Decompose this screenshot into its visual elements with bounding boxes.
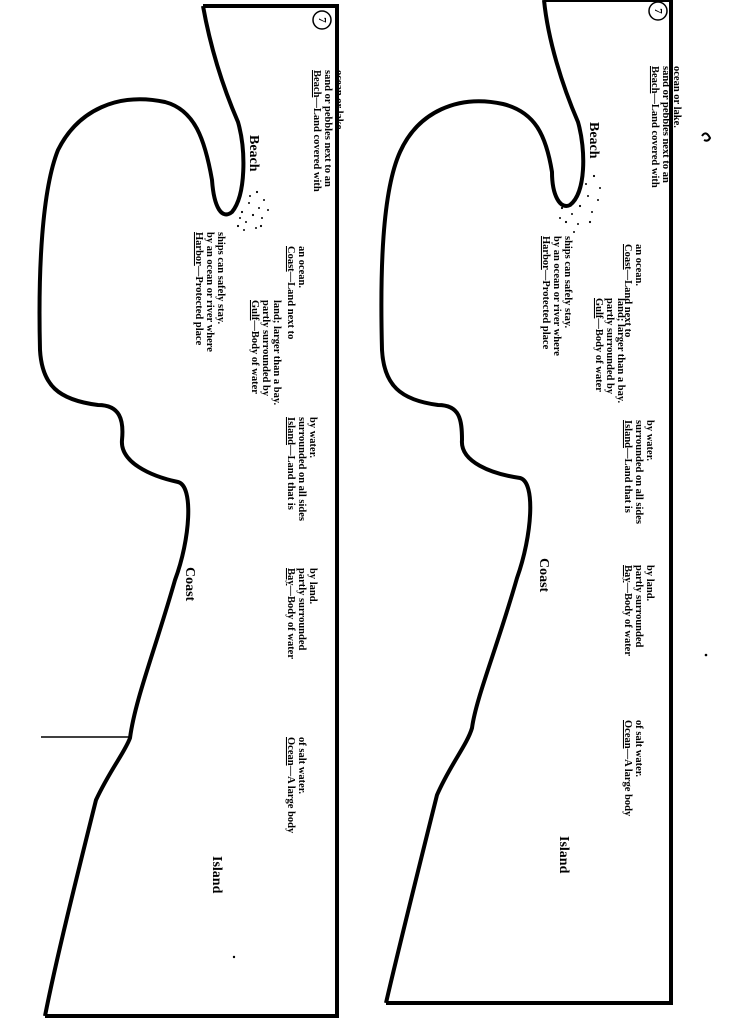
- left-def-beach: Beach—Land covered with sand or pebbles next to an ocean or lake.: [311, 70, 344, 192]
- left-label-coast: Coast: [182, 567, 197, 602]
- left-page-number: 7: [316, 17, 328, 23]
- left-def-harbor: Harbor—Protected place by an ocean or river where ships can safely stay.: [193, 232, 226, 352]
- left-label-island: Island: [209, 856, 224, 894]
- left-label-beach: Beach: [246, 135, 261, 172]
- right-def-bay: Bay—Body of water partly surrounded by land.: [622, 565, 655, 656]
- right-page-number: 7: [652, 8, 664, 14]
- left-def-ocean: Ocean—A large body of salt water.: [285, 737, 307, 834]
- right-coastline: [381, 0, 583, 1003]
- left-def-coast: Coast—Land next to an ocean.: [285, 246, 307, 340]
- stray-mark: [702, 133, 710, 140]
- left-def-island: Island—Land that is surrounded on all sides by water.: [285, 417, 318, 521]
- right-def-beach: Beach—Land covered with sand or pebbles next to an ocean or lake.: [649, 66, 682, 188]
- left-panel: [40, 6, 344, 1016]
- right-def-coast: Coast—Land next to an ocean.: [622, 244, 644, 338]
- right-label-beach: Beach: [586, 122, 601, 159]
- right-def-island: Island—Land that is surrounded on all sides by water.: [622, 420, 655, 524]
- left-def-gulf: Gulf—Body of water partly surrounded by land; larger than a bay.: [249, 300, 282, 406]
- right-def-ocean: Ocean—A large body of salt water.: [622, 720, 644, 817]
- stray-dot: [705, 654, 708, 657]
- right-def-gulf: Gulf—Body of water partly surrounded by land; larger than a bay.: [593, 298, 626, 404]
- right-label-island: Island: [556, 836, 571, 874]
- stray-dot: [233, 956, 235, 958]
- left-def-bay: Bay—Body of water partly surrounded by land.: [285, 568, 318, 659]
- right-label-coast: Coast: [536, 558, 551, 593]
- right-def-harbor: Harbor—Protected place by an ocean or river where ships can safely stay.: [540, 236, 573, 356]
